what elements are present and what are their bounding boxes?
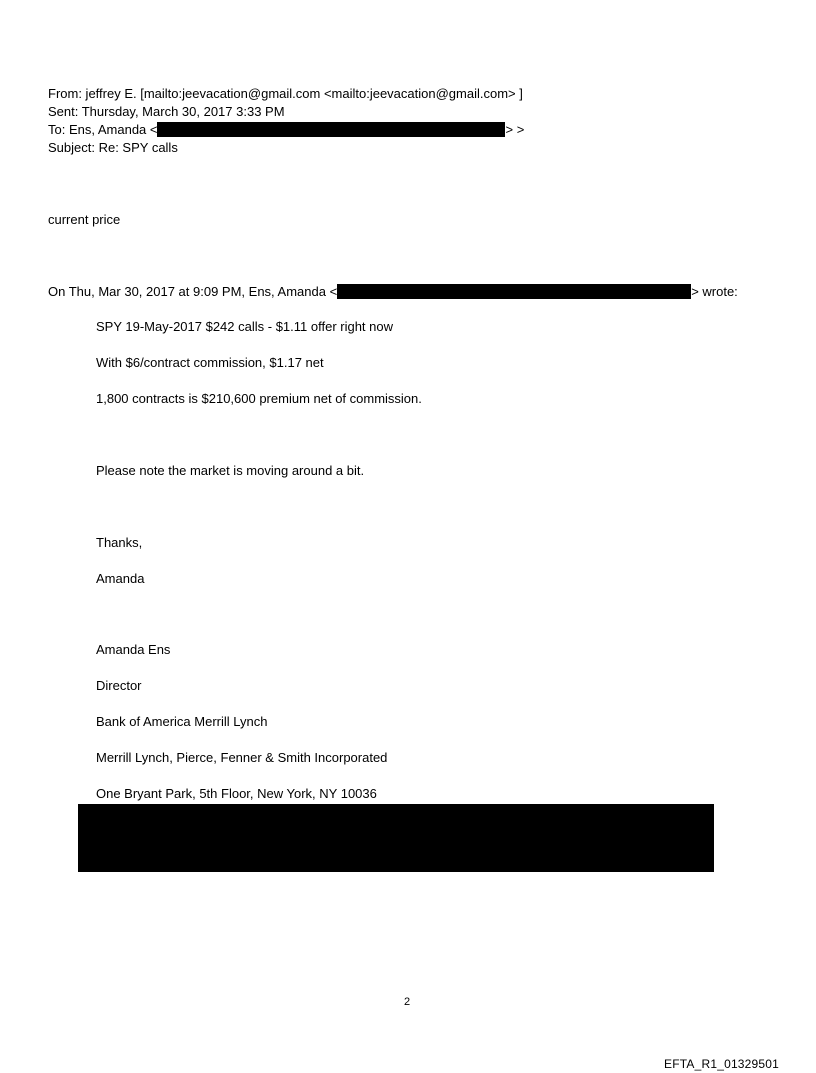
quote-intro-suffix: > wrote: bbox=[691, 284, 738, 299]
quote-intro-prefix: On Thu, Mar 30, 2017 at 9:09 PM, Ens, Amanda < bbox=[48, 284, 338, 299]
header-to bbox=[48, 121, 524, 138]
redaction-bar bbox=[337, 284, 691, 299]
header-subject: Subject: Re: SPY calls bbox=[48, 140, 178, 155]
header-to-prefix: To: Ens, Amanda < bbox=[48, 122, 158, 137]
quote-intro bbox=[48, 283, 738, 300]
signature-name: Amanda Ens bbox=[96, 642, 171, 657]
header-sent: Sent: Thursday, March 30, 2017 3:33 PM bbox=[48, 104, 285, 119]
quoted-line-2: With $6/contract commission, $1.17 net bbox=[96, 355, 324, 370]
signature-address: One Bryant Park, 5th Floor, New York, NY 10036 bbox=[96, 786, 377, 801]
quoted-line-3: 1,800 contracts is $210,600 premium net of commission. bbox=[96, 391, 422, 406]
reply-body: current price bbox=[48, 212, 121, 227]
quoted-line-1: SPY 19-May-2017 $242 calls - $1.11 offer right now bbox=[96, 319, 394, 334]
signature-title: Director bbox=[96, 678, 142, 693]
signature-entity: Merrill Lynch, Pierce, Fenner & Smith Incorporated bbox=[96, 750, 388, 765]
header-to-suffix: > > bbox=[505, 122, 525, 137]
signature-company: Bank of America Merrill Lynch bbox=[96, 714, 268, 729]
page-number: 2 bbox=[404, 996, 411, 1008]
quoted-line-4: Please note the market is moving around a bit. bbox=[96, 463, 365, 478]
bates-number: EFTA_R1_01329501 bbox=[664, 1057, 780, 1071]
quoted-signoff: Amanda bbox=[96, 571, 145, 586]
quoted-thanks: Thanks, bbox=[96, 535, 143, 550]
header-from: From: jeffrey E. [mailto:jeevacation@gmail.com <mailto:jeevacation@gmail.com> ] bbox=[48, 86, 523, 101]
redaction-block bbox=[78, 804, 714, 872]
redaction-bar bbox=[157, 122, 505, 137]
